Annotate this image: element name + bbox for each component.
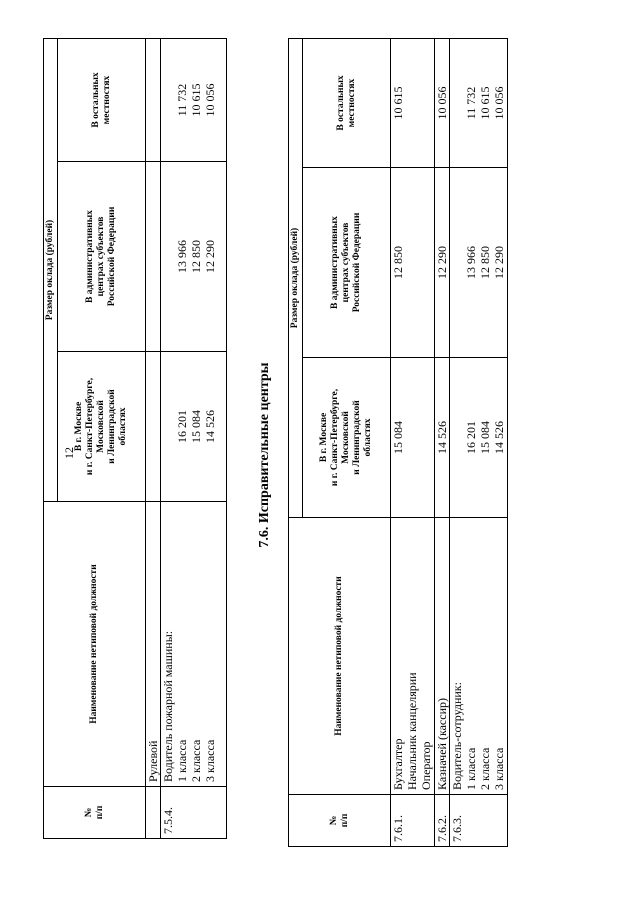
col-header-other: В остальных местностях bbox=[58, 38, 146, 161]
table-row bbox=[161, 38, 227, 838]
table-section-7-5 bbox=[43, 38, 227, 839]
col-header-num: № п/п bbox=[289, 795, 391, 847]
row-centers: 12 290 bbox=[435, 168, 450, 358]
table-row bbox=[450, 38, 508, 846]
row-num: 7.6.2. bbox=[435, 795, 450, 847]
col-header-centers: В административных центрах субъектов Российской Федерации bbox=[58, 162, 146, 352]
row-num: 7.5.4. bbox=[161, 787, 227, 839]
col-header-centers: В административных центрах субъектов Российской Федерации bbox=[303, 168, 391, 358]
row-other: 10 615 bbox=[391, 38, 435, 167]
section-title: 7.6. Исправительные центры bbox=[257, 362, 272, 548]
table-row bbox=[146, 38, 161, 838]
col-header-name: Наименование нетиповой должности bbox=[44, 502, 146, 787]
col-header-other: В остальных местностях bbox=[303, 38, 391, 167]
col-header-name: Наименование нетиповой должности bbox=[289, 518, 391, 795]
row-moscow: 16 201 15 084 14 526 bbox=[450, 358, 508, 518]
row-moscow: 15 084 bbox=[391, 358, 435, 518]
row-num: 7.6.3. bbox=[450, 795, 508, 847]
col-header-salary: Размер оклада (рублей) bbox=[289, 38, 303, 517]
table-row bbox=[391, 38, 435, 846]
row-centers bbox=[146, 162, 161, 352]
table-row bbox=[435, 38, 450, 846]
row-name: Бухгалтер Начальник канцелярии Оператор bbox=[391, 518, 435, 795]
row-moscow bbox=[146, 352, 161, 502]
row-other: 10 056 bbox=[435, 38, 450, 167]
row-centers: 13 966 12 850 12 290 bbox=[450, 168, 508, 358]
col-header-moscow: В г. Москве и г. Санкт-Петербурге, Московской и Ленинградской областях bbox=[58, 352, 146, 502]
col-header-num: № п/п bbox=[44, 787, 146, 839]
row-centers: 12 850 bbox=[391, 168, 435, 358]
row-num bbox=[146, 787, 161, 839]
table-section-7-6 bbox=[288, 38, 508, 847]
row-other bbox=[146, 38, 161, 161]
row-num: 7.6.1. bbox=[391, 795, 435, 847]
col-header-salary: Размер оклада (рублей) bbox=[44, 38, 58, 501]
row-name: Водитель-сотрудник: 1 класса 2 класса 3 класса bbox=[450, 518, 508, 795]
row-centers: 13 966 12 850 12 290 bbox=[161, 162, 227, 352]
row-moscow: 14 526 bbox=[435, 358, 450, 518]
row-name: Рулевой bbox=[146, 502, 161, 787]
row-moscow: 16 201 15 084 14 526 bbox=[161, 352, 227, 502]
page-number: 12 bbox=[62, 447, 76, 459]
row-name: Водитель пожарной машины: 1 класса 2 класса 3 класса bbox=[161, 502, 227, 787]
row-other: 11 732 10 615 10 056 bbox=[450, 38, 508, 167]
row-name: Казначей (кассир) bbox=[435, 518, 450, 795]
row-other: 11 732 10 615 10 056 bbox=[161, 38, 227, 161]
col-header-moscow: В г. Москве и г. Санкт-Петербурге, Московской и Ленинградской областях bbox=[303, 358, 391, 518]
